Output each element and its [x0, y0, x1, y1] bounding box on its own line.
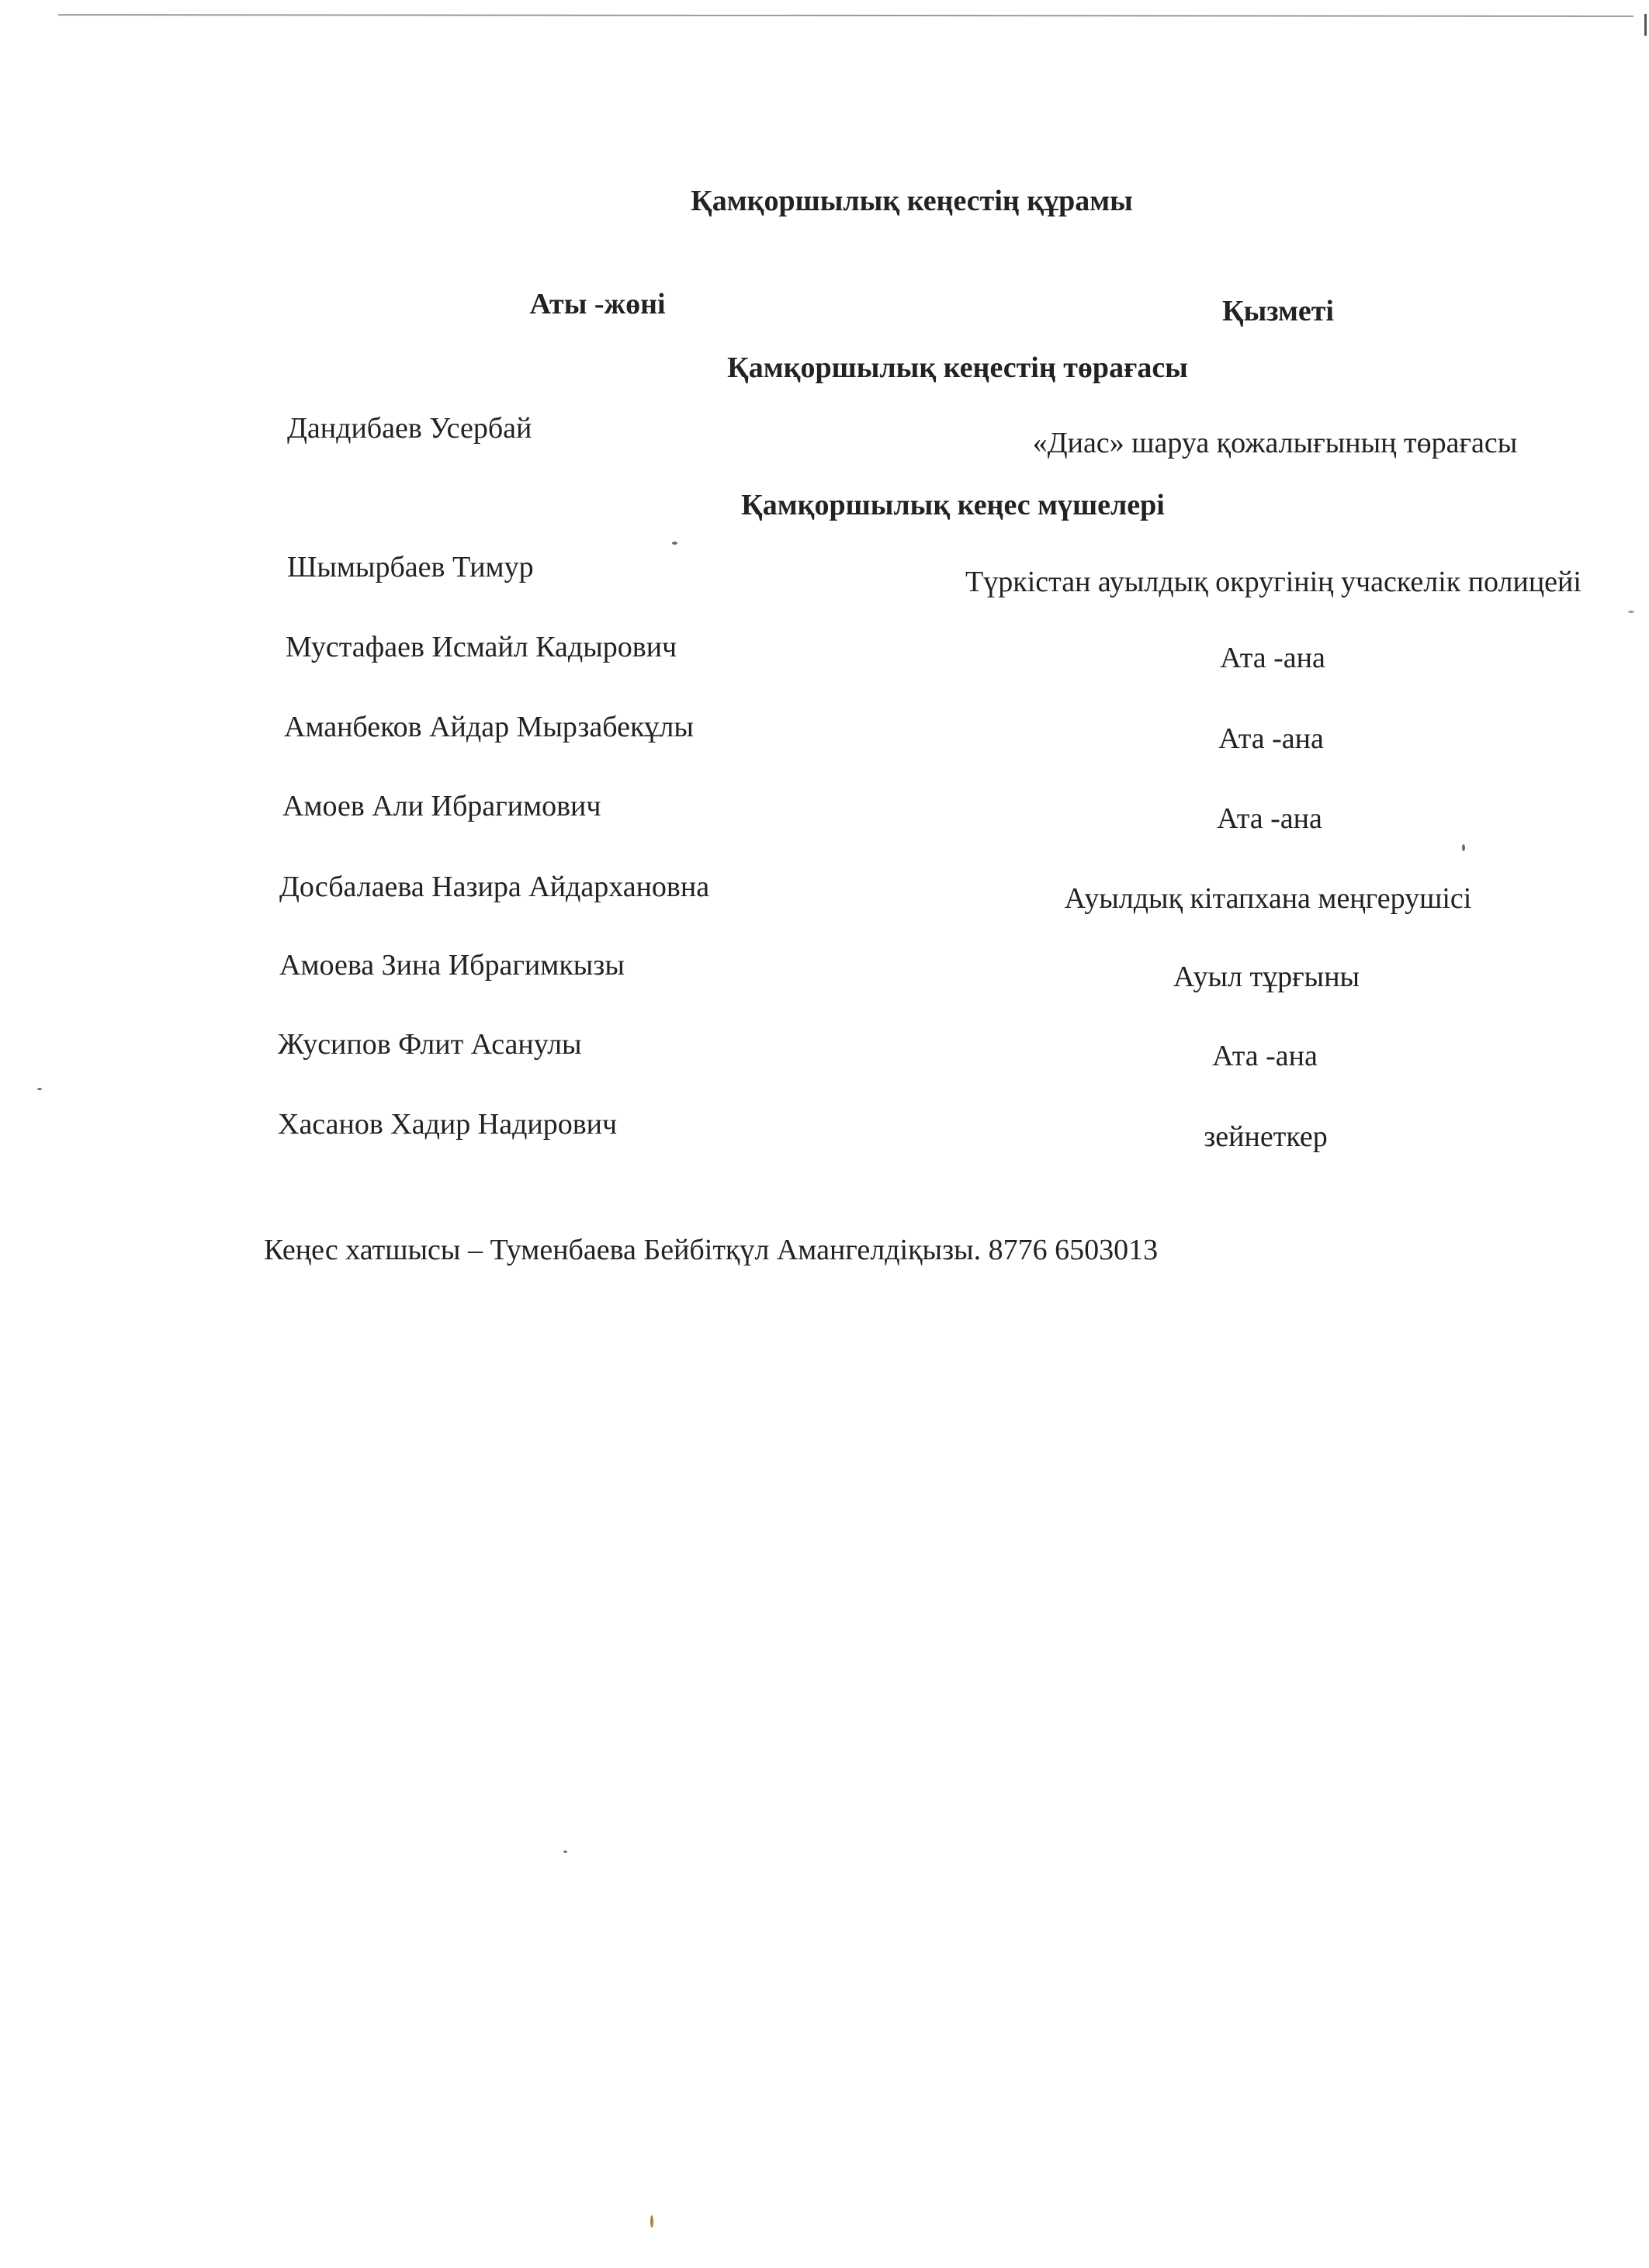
member-name: Амоева Зина Ибрагимкызы [279, 949, 625, 982]
scan-speck [563, 1851, 567, 1853]
member-name: Амоев Али Ибрагимович [282, 790, 601, 822]
column-header-name: Аты -жөні [529, 288, 666, 320]
member-position: Ата -ана [1218, 722, 1324, 755]
member-position: зейнеткер [1204, 1120, 1328, 1153]
member-position: Түркістан ауылдық округінің учаскелік полицейі [965, 566, 1581, 598]
member-name: Аманбеков Айдар Мырзабекұлы [284, 711, 694, 743]
scan-speck [650, 2215, 653, 2228]
member-position: Ата -ана [1212, 1040, 1318, 1072]
scan-edge-line [58, 14, 1633, 17]
member-position: Ата -ана [1217, 802, 1322, 835]
document-title: Қамқоршылық кеңестің құрамы [691, 185, 1133, 217]
scan-edge-mark [1644, 14, 1647, 36]
member-position: Ауыл тұрғыны [1173, 961, 1360, 993]
chairman-position: «Диас» шаруа қожалығының төрағасы [1032, 427, 1518, 459]
scan-speck [672, 542, 677, 545]
member-position: Ата -ана [1220, 642, 1325, 674]
member-name: Мустафаев Исмайл Кадырович [286, 631, 677, 663]
member-name: Жусипов Флит Асанулы [278, 1028, 582, 1061]
scan-speck [1628, 611, 1634, 613]
scan-speck [1462, 844, 1465, 851]
member-name: Хасанов Хадир Надирович [278, 1108, 618, 1141]
council-secretary: Кеңес хатшысы – Туменбаева Бейбітқүл Амангелдіқызы. 8776 6503013 [264, 1234, 1159, 1266]
scan-speck [37, 1088, 42, 1090]
chairman-name: Дандибаев Усербай [287, 412, 532, 445]
member-name: Досбалаева Назира Айдархановна [279, 871, 710, 903]
chairman-section-heading: Қамқоршылық кеңестің төрағасы [727, 351, 1188, 384]
members-section-heading: Қамқоршылық кеңес мүшелері [741, 489, 1165, 521]
column-header-position: Қызметі [1222, 295, 1334, 327]
member-position: Ауылдық кітапхана меңгерушісі [1064, 882, 1472, 915]
member-name: Шымырбаев Тимур [287, 551, 534, 583]
